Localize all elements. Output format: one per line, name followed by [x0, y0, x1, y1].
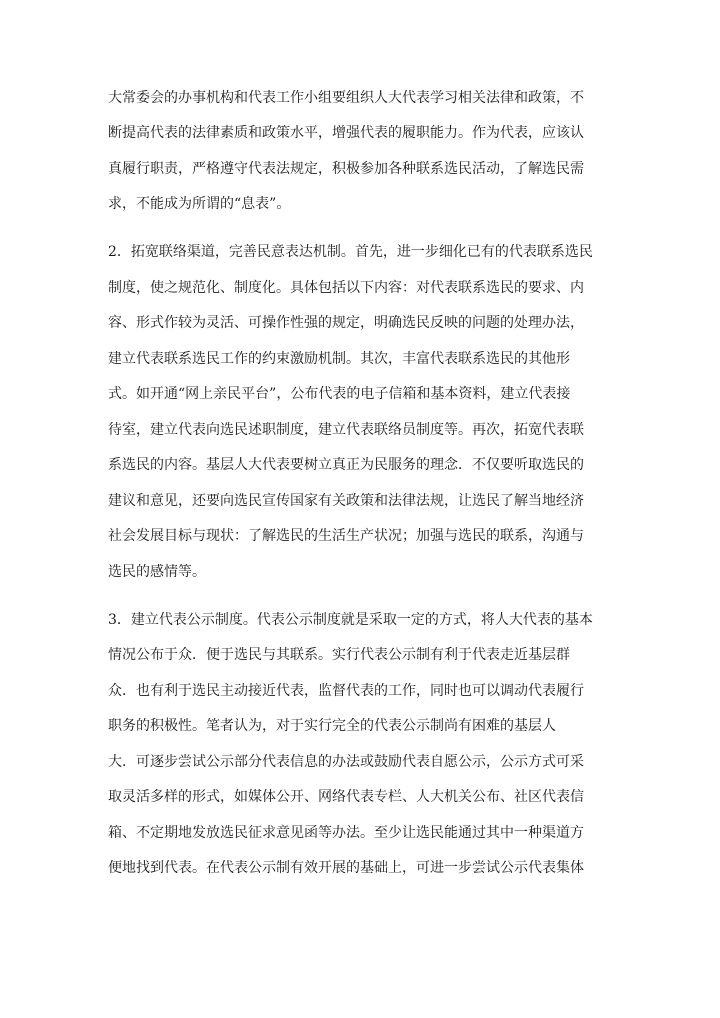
text-line: 真履行职责，严格遵守代表法规定，积极参加各种联系选民活动，了解选民需 — [108, 161, 584, 177]
text-line: 系选民的内容。基层人大代表要树立真正为民服务的理念．不仅要听取选民的 — [108, 457, 584, 473]
text-line: 断提高代表的法律素质和政策水平，增强代表的履职能力。作为代表，应该认 — [108, 125, 584, 141]
text-line: 大．可逐步尝试公示部分代表信息的办法或鼓励代表自愿公示，公示方式可采 — [108, 754, 584, 770]
text-line: 大常委会的办事机构和代表工作小组要组织人大代表学习相关法律和政策，不 — [108, 90, 584, 106]
text-line: 情况公布于众．便于选民与其联系。实行代表公示制有利于代表走近基层群 — [108, 647, 570, 663]
text-line: 求，不能成为所谓的“息表”。 — [108, 196, 291, 212]
text-line: 式。如开通“网上亲民平台”，公布代表的电子信箱和基本资料，建立代表接 — [108, 386, 571, 402]
text-line: 便地找到代表。在代表公示制有效开展的基础上，可进一步尝试公示代表集体 — [108, 860, 584, 876]
text-line: 制度，使之规范化、制度化。具体包括以下内容：对代表联系选民的要求、内 — [108, 280, 584, 296]
text-line: 3．建立代表公示制度。代表公示制度就是采取一定的方式，将人大代表的基本 — [108, 612, 593, 628]
text-line: 社会发展目标与现状：了解选民的生活生产状况；加强与选民的联系，沟通与 — [108, 528, 584, 544]
text-line: 选民的感情等。 — [108, 564, 206, 580]
text-line: 建立代表联系选民工作的约束激励机制。其次，丰富代表联系选民的其他形 — [108, 351, 570, 367]
text-line: 职务的积极性。笔者认为，对于实行完全的代表公示制尚有困难的基层人 — [108, 718, 556, 734]
text-line: 建议和意见，还要向选民宣传国家有关政策和法律法规，让选民了解当地经济 — [108, 493, 584, 509]
text-line: 取灵活多样的形式，如媒体公开、网络代表专栏、人大机关公布、社区代表信 — [108, 789, 584, 805]
text-line: 众．也有利于选民主动接近代表，监督代表的工作，同时也可以调动代表履行 — [108, 683, 584, 699]
text-line: 箱、不定期地发放选民征求意见函等办法。至少让选民能通过其中一种渠道方 — [108, 825, 584, 841]
text-line: 容、形式作较为灵活、可操作性强的规定，明确选民反映的问题的处理办法， — [108, 315, 584, 331]
text-line: 2．拓宽联络渠道，完善民意表达机制。首先，进一步细化已有的代表联系选民 — [108, 244, 593, 260]
text-line: 待室，建立代表向选民述职制度，建立代表联络员制度等。再次，拓宽代表联 — [108, 422, 584, 438]
